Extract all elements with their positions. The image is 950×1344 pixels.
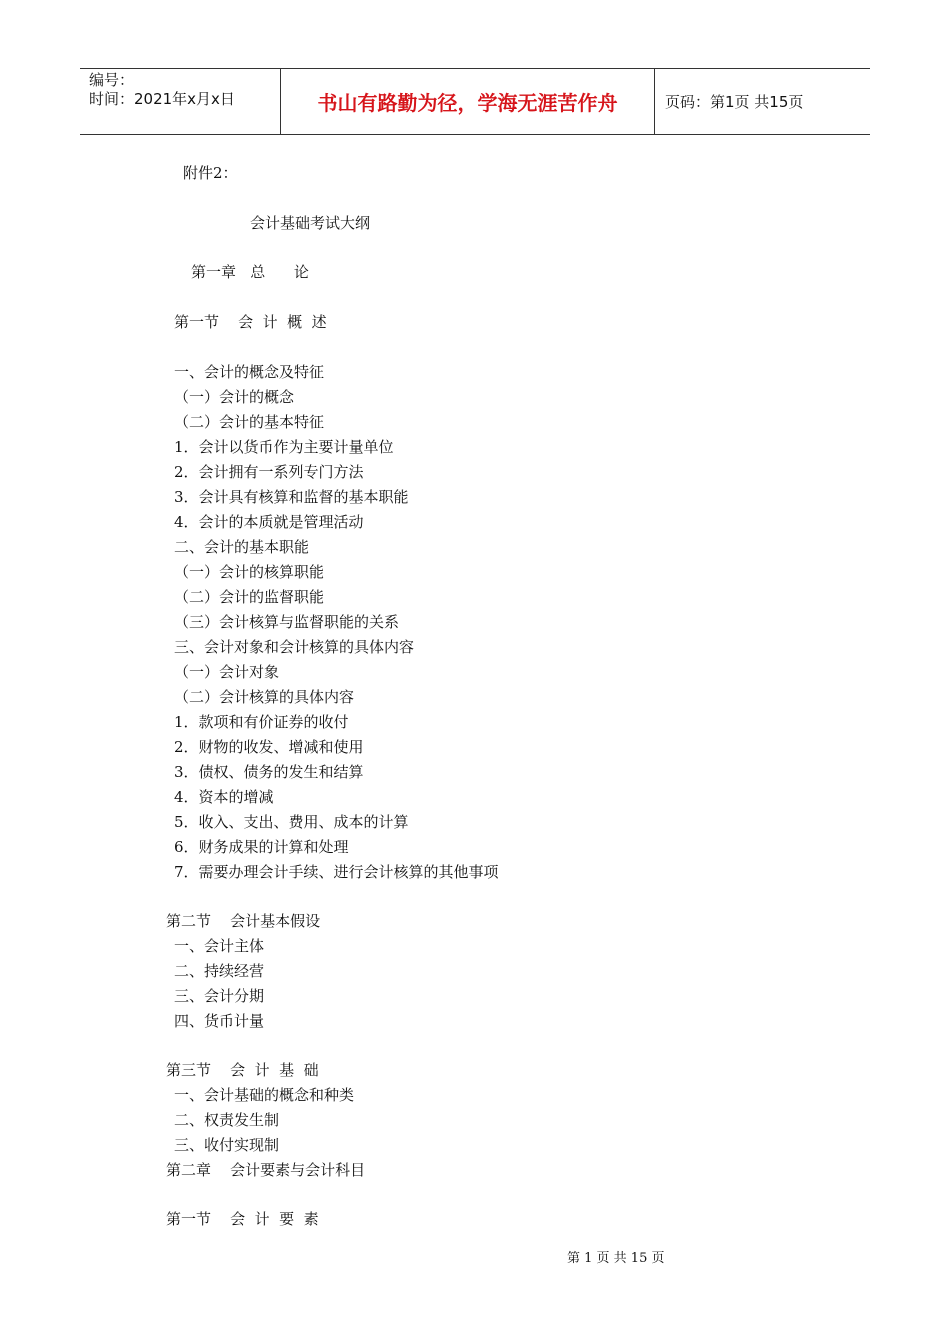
chapter-1-section-1-heading: 第一节 会 计 概 述 <box>174 313 327 331</box>
outline-item: 四、货币计量 <box>174 1012 265 1030</box>
outline-item: 1．款项和有价证券的收付 <box>174 713 349 731</box>
outline-item: 3．会计具有核算和监督的基本职能 <box>174 488 409 506</box>
page-footer: 第 1 页 共 15 页 <box>567 1251 665 1266</box>
chapter-1-heading: 第一章 总 论 <box>191 263 309 281</box>
outline-item: 三、收付实现制 <box>174 1136 280 1154</box>
outline-item: 4．资本的增减 <box>174 788 274 806</box>
outline-item: 2．会计拥有一系列专门方法 <box>174 463 364 481</box>
page-header <box>80 68 870 135</box>
header-motto: 书山有路勤为径，学海无涯苦作舟 <box>281 69 655 134</box>
serial-number-label: 编号： <box>89 71 135 89</box>
outline-item: 一、会计的概念及特征 <box>174 363 325 381</box>
outline-item: （一）会计的概念 <box>174 388 295 406</box>
header-page-info: 页码：第1页 共15页 <box>665 93 804 111</box>
outline-item: （一）会计的核算职能 <box>174 563 325 581</box>
outline-item: （一）会计对象 <box>174 663 280 681</box>
outline-item: 二、权责发生制 <box>174 1111 280 1129</box>
outline-item: 7．需要办理会计手续、进行会计核算的其他事项 <box>174 863 499 881</box>
outline-item: （二）会计核算的具体内容 <box>174 688 355 706</box>
outline-item: 三、会计分期 <box>174 987 265 1005</box>
outline-item: 4．会计的本质就是管理活动 <box>174 513 364 531</box>
outline-item: 一、会计主体 <box>174 937 265 955</box>
attachment-label: 附件2： <box>183 164 238 182</box>
chapter-1-section-2-heading: 第二节 会计基本假设 <box>166 912 321 930</box>
outline-item: 6．财务成果的计算和处理 <box>174 838 349 856</box>
chapter-1-section-3-heading: 第三节 会 计 基 础 <box>166 1061 319 1079</box>
outline-item: （三）会计核算与监督职能的关系 <box>174 613 400 631</box>
outline-item: 3．债权、债务的发生和结算 <box>174 763 364 781</box>
document-title: 会计基础考试大纲 <box>250 214 371 232</box>
date-label: 时间：2021年x月x日 <box>89 90 235 108</box>
chapter-2-heading: 第二章 会计要素与会计科目 <box>166 1161 366 1179</box>
outline-item: 二、持续经营 <box>174 962 265 980</box>
outline-item: （二）会计的基本特征 <box>174 413 325 431</box>
outline-item: （二）会计的监督职能 <box>174 588 325 606</box>
outline-item: 1．会计以货币作为主要计量单位 <box>174 438 394 456</box>
chapter-2-section-1-heading: 第一节 会 计 要 素 <box>166 1210 319 1228</box>
outline-item: 5．收入、支出、费用、成本的计算 <box>174 813 409 831</box>
outline-item: 三、会计对象和会计核算的具体内容 <box>174 638 415 656</box>
outline-item: 2．财物的收发、增减和使用 <box>174 738 364 756</box>
outline-item: 一、会计基础的概念和种类 <box>174 1086 355 1104</box>
header-meta <box>80 69 281 134</box>
outline-item: 二、会计的基本职能 <box>174 538 310 556</box>
